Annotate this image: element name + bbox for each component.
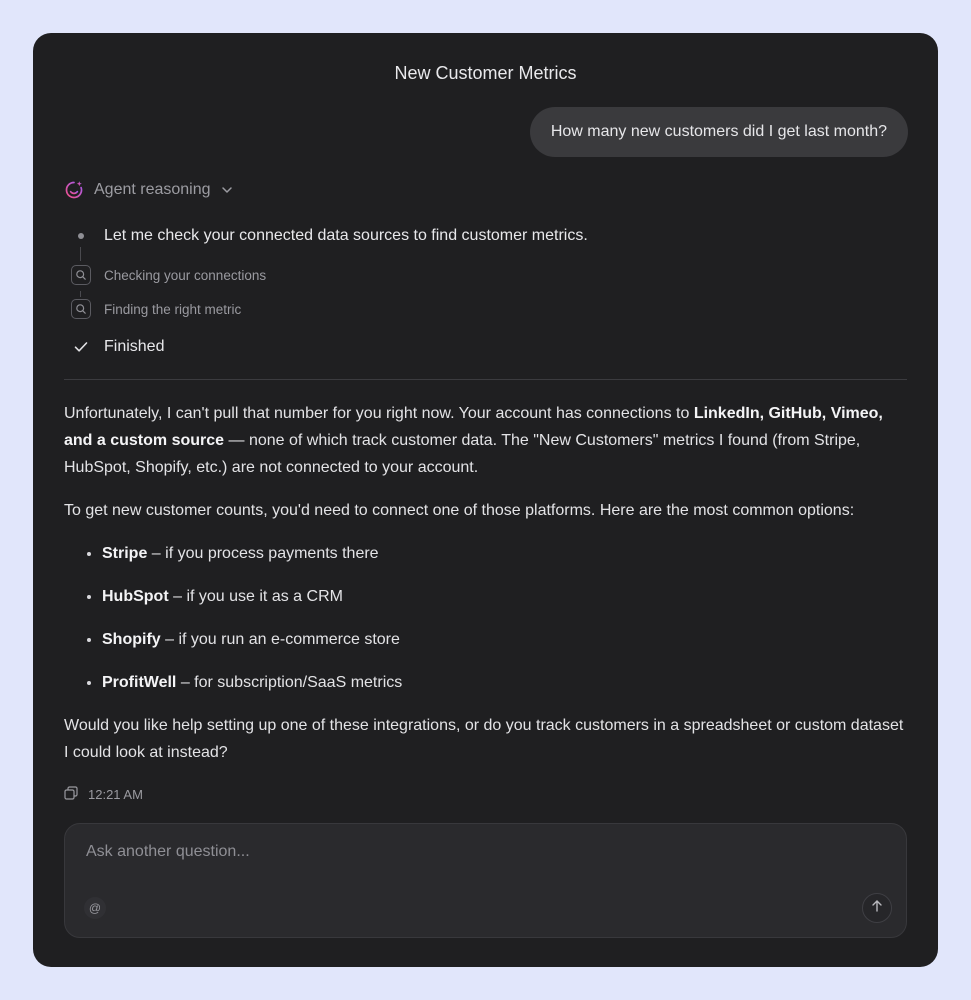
reasoning-step [64,262,266,288]
message-meta [64,786,143,803]
answer-paragraph [64,400,909,481]
agent-reasoning-toggle[interactable] [64,179,233,201]
answer-text: — none of which track customer data. The "New Customers" metrics I found (from Stripe, HubSpot, Shopify, etc.) are not connected to your account. [64,432,861,476]
arrow-up-icon [870,899,884,918]
option-name: ProfitWell [102,674,177,691]
connected-sources-text: LinkedIn, GitHub, Vimeo, and a custom source [64,405,883,449]
chevron-down-icon [221,184,233,196]
check-icon [64,334,98,360]
chat-panel [33,33,938,967]
list-item [64,626,909,669]
integration-options-list [64,540,909,712]
reasoning-step [64,223,588,249]
answer-paragraph: To get new customer counts, you'd need to connect one of those platforms. Here are the most common options: [64,502,855,519]
user-message-bubble [530,107,908,157]
mention-button[interactable]: @ [84,897,106,919]
send-button[interactable] [862,893,892,923]
reasoning-step-label: Finished [104,338,165,355]
answer-paragraph: Would you like help setting up one of these integrations, or do you track customers in a spreadsheet or custom dataset I could look at instead? [64,717,904,761]
list-item [64,540,909,583]
search-icon [64,262,98,288]
composer [64,823,907,938]
agent-sparkle-icon [64,180,84,200]
list-item [64,583,909,626]
option-description: – if you process payments there [147,545,379,562]
message-timestamp: 12:21 AM [88,787,143,802]
reasoning-step-label: Let me check your connected data sources to find customer metrics. [104,227,588,244]
reasoning-step-label: Finding the right metric [104,301,242,317]
divider [64,379,907,380]
option-description: – if you run an e-commerce store [160,631,400,648]
agent-answer [64,400,909,766]
question-input[interactable] [84,842,848,862]
option-name: HubSpot [102,588,169,605]
search-icon [64,296,98,322]
answer-text: Unfortunately, I can't pull that number for you right now. Your account has connections to [64,405,694,422]
reasoning-step-label: Checking your connections [104,267,267,283]
copy-icon[interactable] [64,786,78,803]
reasoning-step-connector [80,247,81,261]
option-description: – if you use it as a CRM [168,588,343,605]
reasoning-step [64,334,164,360]
agent-reasoning-label: Agent reasoning [94,181,211,198]
option-name: Shopify [102,631,161,648]
page-title: New Customer Metrics [394,63,577,83]
list-item [64,669,909,712]
option-name: Stripe [102,545,148,562]
option-description: – for subscription/SaaS metrics [176,674,403,691]
dot-icon [64,223,98,249]
user-message-text: How many new customers did I get last month? [550,123,887,140]
reasoning-step [64,296,241,322]
